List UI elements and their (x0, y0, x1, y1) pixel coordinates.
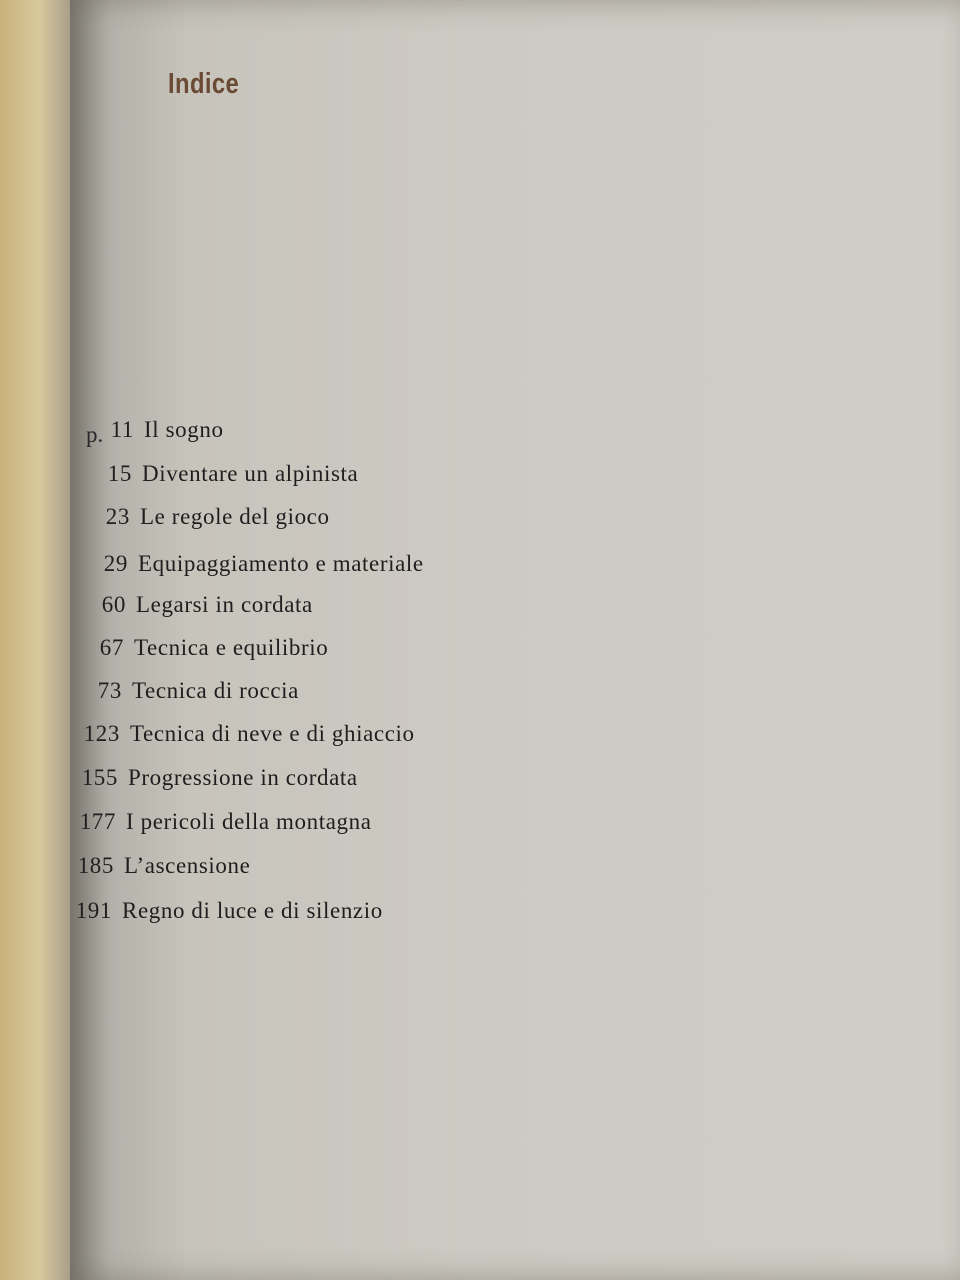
toc-entry-title: L’ascensione (124, 853, 251, 878)
toc-entry-page: 155 (81, 765, 118, 790)
toc-entry-title: Tecnica e equilibrio (134, 635, 329, 660)
toc-entry (72, 505, 330, 528)
toc-entry-title: Legarsi in cordata (136, 592, 313, 617)
toc-entry-title: I pericoli della montagna (126, 809, 372, 834)
toc-entry-title: Regno di luce e di silenzio (122, 898, 383, 923)
toc-entry (60, 766, 358, 789)
toc-entry (58, 810, 372, 833)
toc-entry (64, 679, 299, 702)
toc-entry-page: 185 (77, 853, 114, 878)
toc-entry-page: 29 (103, 551, 128, 576)
toc-entry-page: 177 (79, 809, 116, 834)
toc-entry-title: Le regole del gioco (140, 504, 330, 529)
toc-entry-title: Tecnica di neve e di ghiaccio (130, 721, 415, 746)
toc-entry (70, 552, 424, 575)
toc-entry-title: Progressione in cordata (128, 765, 358, 790)
toc-entry-page: 73 (97, 678, 122, 703)
toc-entry-page: 191 (75, 898, 112, 923)
toc-entry-page: 15 (107, 461, 132, 486)
toc-entry-page: 67 (99, 635, 124, 660)
toc-entry (76, 418, 224, 441)
toc-entry (56, 854, 250, 877)
toc-entry-title: Il sogno (144, 417, 224, 442)
toc-entry-page: 11 (110, 417, 134, 442)
toc-entry-title: Equipaggiamento e materiale (138, 551, 424, 576)
toc-entry (54, 899, 383, 922)
page-title: Indice (168, 68, 240, 100)
toc-entry-title: Tecnica di roccia (132, 678, 299, 703)
toc-entry-title: Diventare un alpinista (142, 461, 359, 486)
toc-entry-page: 60 (101, 592, 126, 617)
toc-entry-page: 123 (83, 721, 120, 746)
page-prefix-label: p. (86, 422, 104, 447)
toc-entry (66, 636, 328, 659)
toc-entry (62, 722, 415, 745)
toc-entry (68, 593, 313, 616)
toc-entry-page: 23 (105, 504, 130, 529)
toc-entry (74, 462, 358, 485)
